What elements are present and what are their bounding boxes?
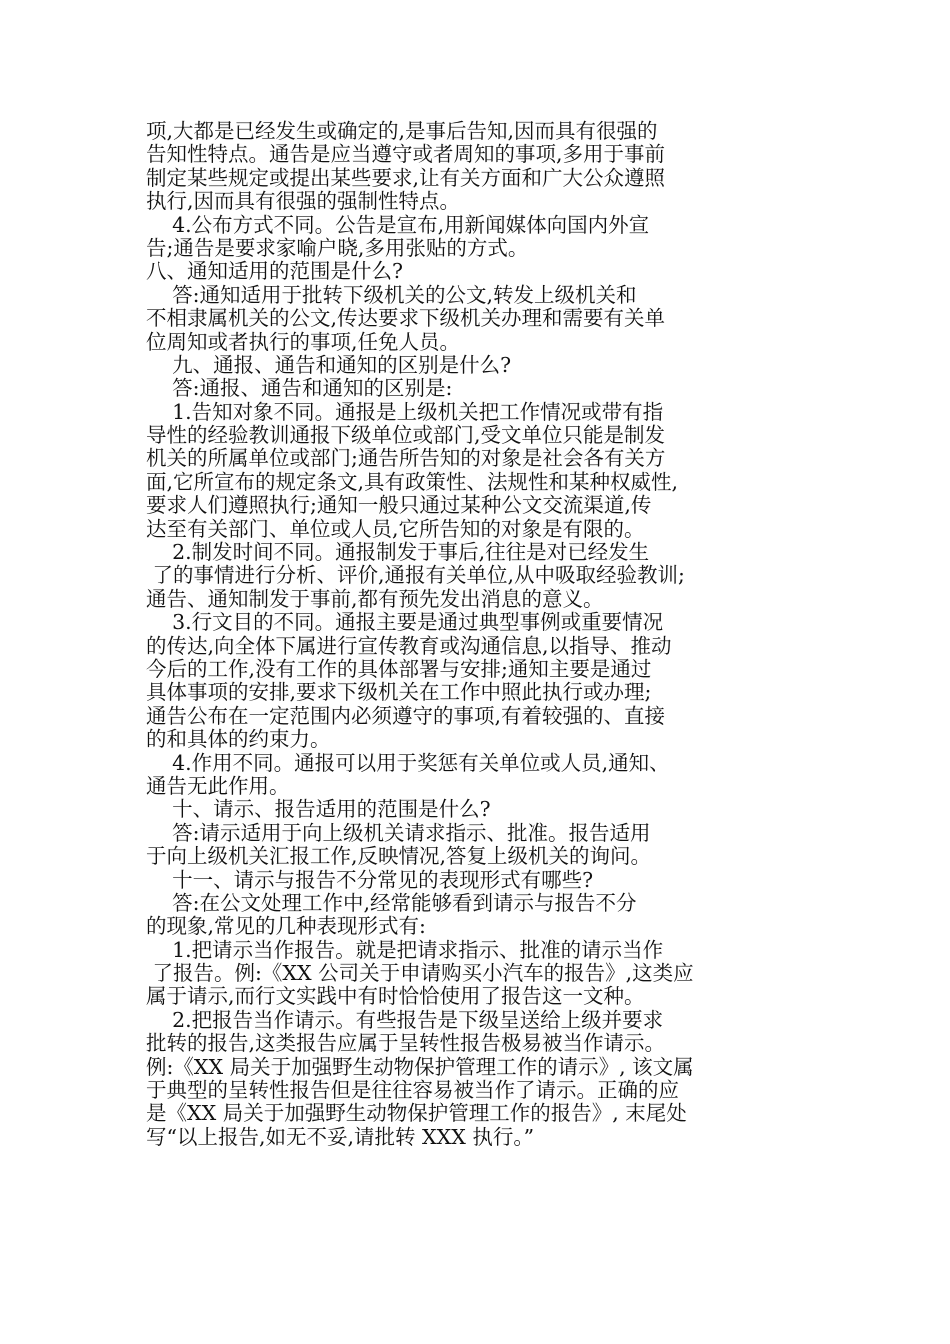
text-line: 制定某些规定或提出某些要求,让有关方面和广大公众遵照 — [146, 165, 666, 190]
text-line: 属于请示,而行文实践中有时恰恰使用了报告这一文种。 — [146, 984, 645, 1009]
text-line: 项,大都是已经发生或确定的,是事后告知,因而具有很强的 — [146, 119, 658, 143]
text-line: 2.制发时间不同。通报制发于事后,往往是对已经发生 — [146, 540, 650, 565]
text-line: 十一、请示与报告不分常见的表现形式有哪些? — [146, 867, 594, 892]
text-line: 4.公布方式不同。公告是宣布,用新闻媒体向国内外宣 — [146, 212, 650, 237]
text-line: 十、请示、报告适用的范围是什么? — [146, 797, 491, 822]
text-line: 不相隶属机关的公文,传达要求下级机关办理和需要有关单 — [146, 306, 666, 331]
text-line: 了报告。例:《XX 公司关于申请购买小汽车的报告》,这类应 — [146, 961, 694, 986]
text-line: 通告公布在一定范围内必须遵守的事项,有着较强的、直接 — [146, 703, 666, 728]
text-line: 执行,因而具有很强的强制性特点。 — [146, 189, 461, 214]
text-line: 3.行文目的不同。通报主要是通过典型事例或重要情况 — [146, 610, 664, 635]
text-line: 于典型的呈转性报告但是往往容易被当作了请示。正确的应 — [146, 1078, 679, 1103]
text-line: 的传达,向全体下属进行宣传教育或沟通信息,以指导、推动 — [146, 633, 672, 658]
text-line: 的现象,常见的几种表现形式有: — [146, 914, 426, 939]
text-line: 具体事项的安排,要求下级机关在工作中照此执行或办理; — [146, 680, 652, 705]
text-line: 答:在公文处理工作中,经常能够看到请示与报告不分 — [146, 890, 637, 915]
text-line: 写“以上报告,如无不妥,请批转 XXX 执行。” — [146, 1124, 535, 1149]
text-line: 通告、通知制发于事前,都有预先发出消息的意义。 — [146, 586, 604, 611]
text-line: 于向上级机关汇报工作,反映情况,答复上级机关的询问。 — [146, 844, 652, 869]
text-line: 通告无此作用。 — [146, 773, 290, 798]
text-line: 面,它所宣布的规定条文,具有政策性、法规性和某种权威性, — [146, 469, 679, 494]
text-line: 答:通报、通告和通知的区别是: — [146, 376, 453, 401]
text-line: 1.告知对象不同。通报是上级机关把工作情况或带有指 — [146, 399, 664, 424]
text-line: 批转的报告,这类报告应属于呈转性报告极易被当作请示。 — [146, 1031, 666, 1056]
text-line: 八、通知适用的范围是什么? — [146, 259, 403, 284]
text-line: 的和具体的约束力。 — [146, 727, 331, 752]
text-line: 了的事情进行分析、评价,通报有关单位,从中吸取经验教训; — [146, 563, 685, 588]
text-line: 要求人们遵照执行;通知一般只通过某种公文交流渠道,传 — [146, 493, 652, 518]
text-line: 导性的经验教训通报下级单位或部门,受文单位只能是制发 — [146, 423, 666, 448]
text-line: 达至有关部门、单位或人员,它所告知的对象是有限的。 — [146, 516, 645, 541]
text-line: 答:请示适用于向上级机关请求指示、批准。报告适用 — [146, 820, 651, 845]
text-line: 1.把请示当作报告。就是把请求指示、批准的请示当作 — [146, 937, 664, 962]
text-line: 位周知或者执行的事项,任免人员。 — [146, 329, 461, 354]
text-line: 是《XX 局关于加强野生动物保护管理工作的报告》, 末尾处 — [146, 1101, 687, 1126]
text-line: 答:通知适用于批转下级机关的公文,转发上级机关和 — [146, 282, 637, 307]
text-line: 今后的工作,没有工作的具体部署与安排;通知主要是通过 — [146, 656, 652, 681]
document-body — [146, 120, 736, 1149]
text-line: 4.作用不同。通报可以用于奖惩有关单位或人员,通知、 — [146, 750, 670, 775]
text-line: 例:《XX 局关于加强野生动物保护管理工作的请示》, 该文属 — [146, 1054, 694, 1079]
text-line: 告;通告是要求家喻户晓,多用张贴的方式。 — [146, 235, 529, 260]
text-line: 九、通报、通告和通知的区别是什么? — [146, 352, 512, 377]
text-line: 2.把报告当作请示。有些报告是下级呈送给上级并要求 — [146, 1007, 664, 1032]
text-line: 机关的所属单位或部门;通告所告知的对象是社会各有关方 — [146, 446, 666, 471]
text-line: 告知性特点。通告是应当遵守或者周知的事项,多用于事前 — [146, 142, 666, 167]
